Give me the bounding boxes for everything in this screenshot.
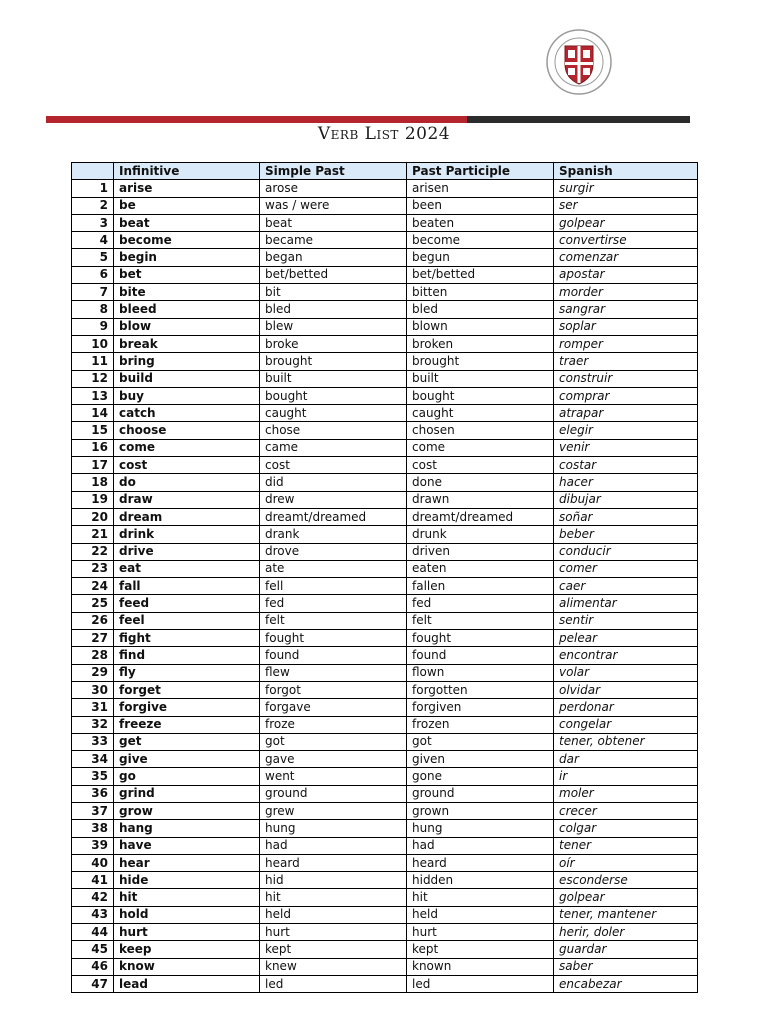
table-row bbox=[72, 405, 698, 422]
spanish-cell: conducir bbox=[554, 543, 698, 560]
infinitive-cell: hide bbox=[114, 872, 260, 889]
past-participle-cell: blown bbox=[407, 318, 554, 335]
row-number: 45 bbox=[72, 941, 114, 958]
spanish-cell: convertirse bbox=[554, 232, 698, 249]
past-participle-cell: done bbox=[407, 474, 554, 491]
simple-past-cell: caught bbox=[260, 405, 407, 422]
past-participle-cell: broken bbox=[407, 335, 554, 352]
row-number: 16 bbox=[72, 439, 114, 456]
spanish-cell: atrapar bbox=[554, 405, 698, 422]
past-participle-cell: been bbox=[407, 197, 554, 214]
table-row bbox=[72, 975, 698, 992]
simple-past-cell: did bbox=[260, 474, 407, 491]
infinitive-cell: cost bbox=[114, 457, 260, 474]
spanish-cell: sangrar bbox=[554, 301, 698, 318]
spanish-cell: encontrar bbox=[554, 647, 698, 664]
header-red-bar bbox=[46, 116, 467, 123]
infinitive-cell: eat bbox=[114, 560, 260, 577]
spanish-cell: sentir bbox=[554, 612, 698, 629]
row-number: 3 bbox=[72, 214, 114, 231]
row-number: 43 bbox=[72, 906, 114, 923]
past-participle-cell: hurt bbox=[407, 924, 554, 941]
row-number: 30 bbox=[72, 681, 114, 698]
table-row bbox=[72, 180, 698, 197]
past-participle-cell: led bbox=[407, 975, 554, 992]
simple-past-cell: forgot bbox=[260, 681, 407, 698]
row-number: 36 bbox=[72, 785, 114, 802]
spanish-cell: olvidar bbox=[554, 681, 698, 698]
row-number: 13 bbox=[72, 387, 114, 404]
row-number: 27 bbox=[72, 630, 114, 647]
row-number: 2 bbox=[72, 197, 114, 214]
infinitive-cell: forget bbox=[114, 681, 260, 698]
table-row bbox=[72, 751, 698, 768]
spanish-cell: moler bbox=[554, 785, 698, 802]
simple-past-cell: was / were bbox=[260, 197, 407, 214]
simple-past-cell: knew bbox=[260, 958, 407, 975]
table-row bbox=[72, 474, 698, 491]
infinitive-cell: choose bbox=[114, 422, 260, 439]
simple-past-cell: cost bbox=[260, 457, 407, 474]
row-number: 4 bbox=[72, 232, 114, 249]
infinitive-cell: dream bbox=[114, 508, 260, 525]
spanish-cell: romper bbox=[554, 335, 698, 352]
past-participle-cell: hidden bbox=[407, 872, 554, 889]
simple-past-cell: grew bbox=[260, 802, 407, 819]
simple-past-cell: arose bbox=[260, 180, 407, 197]
table-row bbox=[72, 335, 698, 352]
simple-past-cell: gave bbox=[260, 751, 407, 768]
past-participle-cell: cost bbox=[407, 457, 554, 474]
table-row bbox=[72, 578, 698, 595]
infinitive-cell: begin bbox=[114, 249, 260, 266]
infinitive-cell: go bbox=[114, 768, 260, 785]
school-crest-icon bbox=[545, 28, 613, 96]
verb-table bbox=[71, 162, 698, 993]
table-row bbox=[72, 370, 698, 387]
simple-past-cell: fought bbox=[260, 630, 407, 647]
past-participle-cell: held bbox=[407, 906, 554, 923]
table-row bbox=[72, 508, 698, 525]
row-number: 15 bbox=[72, 422, 114, 439]
row-number: 20 bbox=[72, 508, 114, 525]
simple-past-cell: hid bbox=[260, 872, 407, 889]
simple-past-cell: drew bbox=[260, 491, 407, 508]
simple-past-cell: got bbox=[260, 733, 407, 750]
table-row bbox=[72, 439, 698, 456]
table-row bbox=[72, 249, 698, 266]
past-participle-cell: ground bbox=[407, 785, 554, 802]
past-participle-cell: got bbox=[407, 733, 554, 750]
infinitive-cell: drive bbox=[114, 543, 260, 560]
row-number: 21 bbox=[72, 526, 114, 543]
table-row bbox=[72, 802, 698, 819]
simple-past-cell: ate bbox=[260, 560, 407, 577]
row-number: 11 bbox=[72, 353, 114, 370]
column-header: Past Participle bbox=[407, 163, 554, 180]
row-number: 41 bbox=[72, 872, 114, 889]
spanish-cell: saber bbox=[554, 958, 698, 975]
row-number: 19 bbox=[72, 491, 114, 508]
infinitive-cell: lead bbox=[114, 975, 260, 992]
row-number: 8 bbox=[72, 301, 114, 318]
simple-past-cell: bought bbox=[260, 387, 407, 404]
past-participle-cell: flown bbox=[407, 664, 554, 681]
table-row bbox=[72, 197, 698, 214]
past-participle-cell: driven bbox=[407, 543, 554, 560]
table-row bbox=[72, 889, 698, 906]
row-number: 24 bbox=[72, 578, 114, 595]
spanish-cell: dibujar bbox=[554, 491, 698, 508]
spanish-cell: encabezar bbox=[554, 975, 698, 992]
infinitive-cell: keep bbox=[114, 941, 260, 958]
table-row bbox=[72, 716, 698, 733]
simple-past-cell: bled bbox=[260, 301, 407, 318]
spanish-cell: construir bbox=[554, 370, 698, 387]
infinitive-cell: fly bbox=[114, 664, 260, 681]
spanish-cell: oír bbox=[554, 854, 698, 871]
infinitive-cell: get bbox=[114, 733, 260, 750]
simple-past-cell: beat bbox=[260, 214, 407, 231]
row-number: 46 bbox=[72, 958, 114, 975]
past-participle-cell: bet/betted bbox=[407, 266, 554, 283]
table-row bbox=[72, 526, 698, 543]
row-number: 40 bbox=[72, 854, 114, 871]
spanish-cell: traer bbox=[554, 353, 698, 370]
table-row bbox=[72, 301, 698, 318]
spanish-cell: dar bbox=[554, 751, 698, 768]
row-number: 47 bbox=[72, 975, 114, 992]
past-participle-cell: dreamt/dreamed bbox=[407, 508, 554, 525]
spanish-cell: ir bbox=[554, 768, 698, 785]
spanish-cell: tener, obtener bbox=[554, 733, 698, 750]
table-row bbox=[72, 353, 698, 370]
simple-past-cell: hit bbox=[260, 889, 407, 906]
column-header: Infinitive bbox=[114, 163, 260, 180]
simple-past-cell: chose bbox=[260, 422, 407, 439]
table-row bbox=[72, 854, 698, 871]
spanish-cell: comprar bbox=[554, 387, 698, 404]
row-number: 33 bbox=[72, 733, 114, 750]
past-participle-cell: fallen bbox=[407, 578, 554, 595]
spanish-cell: volar bbox=[554, 664, 698, 681]
past-participle-cell: fought bbox=[407, 630, 554, 647]
spanish-cell: pelear bbox=[554, 630, 698, 647]
table-row bbox=[72, 768, 698, 785]
table-row bbox=[72, 837, 698, 854]
row-number: 38 bbox=[72, 820, 114, 837]
simple-past-cell: flew bbox=[260, 664, 407, 681]
table-row bbox=[72, 612, 698, 629]
infinitive-cell: bet bbox=[114, 266, 260, 283]
infinitive-cell: grind bbox=[114, 785, 260, 802]
row-number: 1 bbox=[72, 180, 114, 197]
infinitive-cell: have bbox=[114, 837, 260, 854]
spanish-cell: esconderse bbox=[554, 872, 698, 889]
spanish-cell: comer bbox=[554, 560, 698, 577]
row-number: 42 bbox=[72, 889, 114, 906]
table-row bbox=[72, 543, 698, 560]
past-participle-cell: bought bbox=[407, 387, 554, 404]
row-number: 32 bbox=[72, 716, 114, 733]
simple-past-cell: drove bbox=[260, 543, 407, 560]
simple-past-cell: fell bbox=[260, 578, 407, 595]
spanish-cell: costar bbox=[554, 457, 698, 474]
infinitive-cell: come bbox=[114, 439, 260, 456]
table-row bbox=[72, 266, 698, 283]
simple-past-cell: bet/betted bbox=[260, 266, 407, 283]
simple-past-cell: fed bbox=[260, 595, 407, 612]
infinitive-cell: build bbox=[114, 370, 260, 387]
row-number: 37 bbox=[72, 802, 114, 819]
row-number: 5 bbox=[72, 249, 114, 266]
spanish-cell: tener, mantener bbox=[554, 906, 698, 923]
infinitive-cell: bite bbox=[114, 284, 260, 301]
past-participle-cell: drawn bbox=[407, 491, 554, 508]
table-row bbox=[72, 318, 698, 335]
spanish-cell: ser bbox=[554, 197, 698, 214]
past-participle-cell: kept bbox=[407, 941, 554, 958]
row-number: 18 bbox=[72, 474, 114, 491]
table-row bbox=[72, 387, 698, 404]
simple-past-cell: hung bbox=[260, 820, 407, 837]
infinitive-cell: buy bbox=[114, 387, 260, 404]
past-participle-cell: come bbox=[407, 439, 554, 456]
infinitive-cell: catch bbox=[114, 405, 260, 422]
infinitive-cell: grow bbox=[114, 802, 260, 819]
spanish-cell: golpear bbox=[554, 214, 698, 231]
table-row bbox=[72, 664, 698, 681]
spanish-cell: elegir bbox=[554, 422, 698, 439]
table-row bbox=[72, 214, 698, 231]
past-participle-cell: known bbox=[407, 958, 554, 975]
infinitive-cell: be bbox=[114, 197, 260, 214]
simple-past-cell: ground bbox=[260, 785, 407, 802]
infinitive-cell: bleed bbox=[114, 301, 260, 318]
spanish-cell: soplar bbox=[554, 318, 698, 335]
simple-past-cell: felt bbox=[260, 612, 407, 629]
row-number: 39 bbox=[72, 837, 114, 854]
simple-past-cell: dreamt/dreamed bbox=[260, 508, 407, 525]
infinitive-cell: draw bbox=[114, 491, 260, 508]
header-dark-bar bbox=[467, 116, 690, 123]
spanish-cell: morder bbox=[554, 284, 698, 301]
spanish-cell: beber bbox=[554, 526, 698, 543]
column-header bbox=[72, 163, 114, 180]
infinitive-cell: hang bbox=[114, 820, 260, 837]
past-participle-cell: found bbox=[407, 647, 554, 664]
past-participle-cell: drunk bbox=[407, 526, 554, 543]
simple-past-cell: had bbox=[260, 837, 407, 854]
past-participle-cell: become bbox=[407, 232, 554, 249]
infinitive-cell: feed bbox=[114, 595, 260, 612]
spanish-cell: colgar bbox=[554, 820, 698, 837]
past-participle-cell: grown bbox=[407, 802, 554, 819]
spanish-cell: surgir bbox=[554, 180, 698, 197]
simple-past-cell: forgave bbox=[260, 699, 407, 716]
row-number: 23 bbox=[72, 560, 114, 577]
past-participle-cell: frozen bbox=[407, 716, 554, 733]
simple-past-cell: began bbox=[260, 249, 407, 266]
past-participle-cell: beaten bbox=[407, 214, 554, 231]
table-row bbox=[72, 647, 698, 664]
infinitive-cell: fall bbox=[114, 578, 260, 595]
row-number: 22 bbox=[72, 543, 114, 560]
table-row bbox=[72, 491, 698, 508]
infinitive-cell: hold bbox=[114, 906, 260, 923]
spanish-cell: comenzar bbox=[554, 249, 698, 266]
past-participle-cell: felt bbox=[407, 612, 554, 629]
infinitive-cell: give bbox=[114, 751, 260, 768]
simple-past-cell: went bbox=[260, 768, 407, 785]
infinitive-cell: drink bbox=[114, 526, 260, 543]
simple-past-cell: held bbox=[260, 906, 407, 923]
spanish-cell: golpear bbox=[554, 889, 698, 906]
simple-past-cell: blew bbox=[260, 318, 407, 335]
row-number: 31 bbox=[72, 699, 114, 716]
row-number: 25 bbox=[72, 595, 114, 612]
row-number: 35 bbox=[72, 768, 114, 785]
table-row bbox=[72, 630, 698, 647]
table-row bbox=[72, 820, 698, 837]
infinitive-cell: bring bbox=[114, 353, 260, 370]
table-row bbox=[72, 232, 698, 249]
infinitive-cell: hear bbox=[114, 854, 260, 871]
simple-past-cell: led bbox=[260, 975, 407, 992]
column-header: Spanish bbox=[554, 163, 698, 180]
spanish-cell: crecer bbox=[554, 802, 698, 819]
row-number: 14 bbox=[72, 405, 114, 422]
past-participle-cell: built bbox=[407, 370, 554, 387]
infinitive-cell: beat bbox=[114, 214, 260, 231]
infinitive-cell: hit bbox=[114, 889, 260, 906]
table-row bbox=[72, 422, 698, 439]
infinitive-cell: feel bbox=[114, 612, 260, 629]
simple-past-cell: came bbox=[260, 439, 407, 456]
past-participle-cell: forgiven bbox=[407, 699, 554, 716]
infinitive-cell: blow bbox=[114, 318, 260, 335]
table-row bbox=[72, 906, 698, 923]
table-row bbox=[72, 958, 698, 975]
table-row bbox=[72, 595, 698, 612]
table-header-row bbox=[72, 163, 698, 180]
table-row bbox=[72, 699, 698, 716]
infinitive-cell: break bbox=[114, 335, 260, 352]
table-row bbox=[72, 924, 698, 941]
simple-past-cell: brought bbox=[260, 353, 407, 370]
past-participle-cell: given bbox=[407, 751, 554, 768]
page-title: Verb List 2024 bbox=[317, 124, 451, 144]
infinitive-cell: arise bbox=[114, 180, 260, 197]
spanish-cell: caer bbox=[554, 578, 698, 595]
infinitive-cell: forgive bbox=[114, 699, 260, 716]
table-row bbox=[72, 733, 698, 750]
row-number: 6 bbox=[72, 266, 114, 283]
simple-past-cell: became bbox=[260, 232, 407, 249]
row-number: 9 bbox=[72, 318, 114, 335]
past-participle-cell: had bbox=[407, 837, 554, 854]
table-row bbox=[72, 560, 698, 577]
simple-past-cell: drank bbox=[260, 526, 407, 543]
spanish-cell: apostar bbox=[554, 266, 698, 283]
table-row bbox=[72, 681, 698, 698]
infinitive-cell: do bbox=[114, 474, 260, 491]
row-number: 7 bbox=[72, 284, 114, 301]
past-participle-cell: forgotten bbox=[407, 681, 554, 698]
table-row bbox=[72, 785, 698, 802]
spanish-cell: venir bbox=[554, 439, 698, 456]
past-participle-cell: fed bbox=[407, 595, 554, 612]
past-participle-cell: bitten bbox=[407, 284, 554, 301]
infinitive-cell: know bbox=[114, 958, 260, 975]
simple-past-cell: froze bbox=[260, 716, 407, 733]
past-participle-cell: caught bbox=[407, 405, 554, 422]
spanish-cell: alimentar bbox=[554, 595, 698, 612]
past-participle-cell: chosen bbox=[407, 422, 554, 439]
infinitive-cell: become bbox=[114, 232, 260, 249]
row-number: 34 bbox=[72, 751, 114, 768]
row-number: 29 bbox=[72, 664, 114, 681]
past-participle-cell: gone bbox=[407, 768, 554, 785]
table-row bbox=[72, 941, 698, 958]
table-row bbox=[72, 284, 698, 301]
row-number: 26 bbox=[72, 612, 114, 629]
table-row bbox=[72, 872, 698, 889]
past-participle-cell: heard bbox=[407, 854, 554, 871]
row-number: 10 bbox=[72, 335, 114, 352]
simple-past-cell: hurt bbox=[260, 924, 407, 941]
spanish-cell: herir, doler bbox=[554, 924, 698, 941]
past-participle-cell: brought bbox=[407, 353, 554, 370]
past-participle-cell: arisen bbox=[407, 180, 554, 197]
spanish-cell: guardar bbox=[554, 941, 698, 958]
row-number: 44 bbox=[72, 924, 114, 941]
row-number: 28 bbox=[72, 647, 114, 664]
spanish-cell: tener bbox=[554, 837, 698, 854]
past-participle-cell: hit bbox=[407, 889, 554, 906]
simple-past-cell: bit bbox=[260, 284, 407, 301]
simple-past-cell: kept bbox=[260, 941, 407, 958]
past-participle-cell: hung bbox=[407, 820, 554, 837]
infinitive-cell: freeze bbox=[114, 716, 260, 733]
past-participle-cell: begun bbox=[407, 249, 554, 266]
past-participle-cell: eaten bbox=[407, 560, 554, 577]
column-header: Simple Past bbox=[260, 163, 407, 180]
simple-past-cell: found bbox=[260, 647, 407, 664]
simple-past-cell: heard bbox=[260, 854, 407, 871]
table-row bbox=[72, 457, 698, 474]
infinitive-cell: hurt bbox=[114, 924, 260, 941]
infinitive-cell: find bbox=[114, 647, 260, 664]
row-number: 12 bbox=[72, 370, 114, 387]
simple-past-cell: broke bbox=[260, 335, 407, 352]
spanish-cell: hacer bbox=[554, 474, 698, 491]
spanish-cell: perdonar bbox=[554, 699, 698, 716]
simple-past-cell: built bbox=[260, 370, 407, 387]
spanish-cell: congelar bbox=[554, 716, 698, 733]
row-number: 17 bbox=[72, 457, 114, 474]
past-participle-cell: bled bbox=[407, 301, 554, 318]
spanish-cell: soñar bbox=[554, 508, 698, 525]
infinitive-cell: fight bbox=[114, 630, 260, 647]
